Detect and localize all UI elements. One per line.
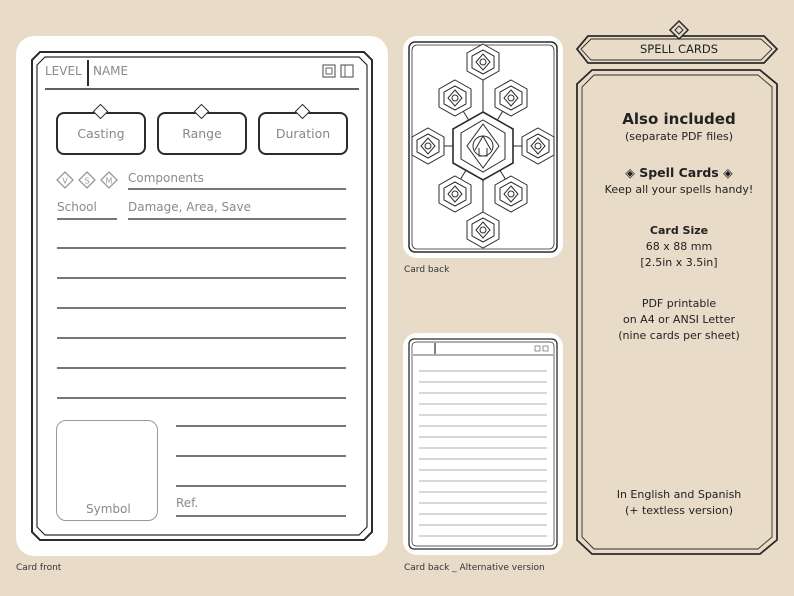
text-line — [57, 367, 346, 369]
duration-box: Duration — [258, 112, 348, 155]
also-included-heading: Also included — [622, 110, 736, 128]
card-back-alt — [403, 333, 563, 555]
component-icons — [56, 171, 126, 191]
ref-line — [176, 485, 346, 487]
ref-line — [176, 425, 346, 427]
symbol-label: Symbol — [86, 502, 131, 516]
casting-box: Casting — [56, 112, 146, 155]
card-front — [16, 36, 388, 556]
school-line — [57, 218, 117, 220]
card-back-alt-lines — [403, 333, 563, 555]
panel-frames — [574, 18, 784, 558]
caption-card-back-alt: Card back _ Alternative version — [404, 563, 545, 573]
text-line — [57, 397, 346, 399]
card-size-in: [2.5in x 3.5in] — [640, 256, 718, 269]
languages-text: In English and Spanish — [616, 488, 742, 501]
card-back-art — [403, 36, 563, 258]
separate-pdf-text: (separate PDF files) — [624, 130, 734, 143]
name-label: NAME — [93, 64, 129, 78]
panel-title: SPELL CARDS — [639, 42, 718, 56]
card-size-heading: Card Size — [649, 224, 709, 237]
ref-line — [176, 455, 346, 457]
text-line — [57, 277, 346, 279]
caption-card-back: Card back — [404, 265, 450, 275]
range-box: Range — [157, 112, 247, 155]
keep-handy-text: Keep all your spells handy! — [604, 183, 754, 196]
text-line — [57, 307, 346, 309]
components-line — [128, 188, 346, 190]
damage-line — [128, 218, 346, 220]
school-label: School — [57, 200, 97, 214]
text-line — [57, 337, 346, 339]
cards-per-sheet-text: (nine cards per sheet) — [618, 329, 740, 342]
damage-label: Damage, Area, Save — [128, 200, 251, 214]
caption-card-front: Card front — [16, 563, 62, 573]
pdf-printable-text: PDF printable — [641, 297, 717, 310]
text-line — [57, 247, 346, 249]
ref-line — [176, 515, 346, 517]
svg-text:M: M — [105, 176, 113, 186]
paper-size-text: on A4 or ANSI Letter — [622, 313, 736, 326]
ref-label: Ref. — [176, 496, 199, 510]
card-size-mm: 68 x 88 mm — [645, 240, 713, 253]
svg-text:V: V — [62, 176, 68, 186]
svg-text:S: S — [84, 176, 90, 186]
textless-version-text: (+ textless version) — [624, 504, 734, 517]
card-back — [403, 36, 563, 258]
components-label: Components — [128, 171, 204, 185]
spell-cards-heading: ◈ Spell Cards ◈ — [625, 165, 733, 180]
level-label: LEVEL — [45, 64, 82, 78]
